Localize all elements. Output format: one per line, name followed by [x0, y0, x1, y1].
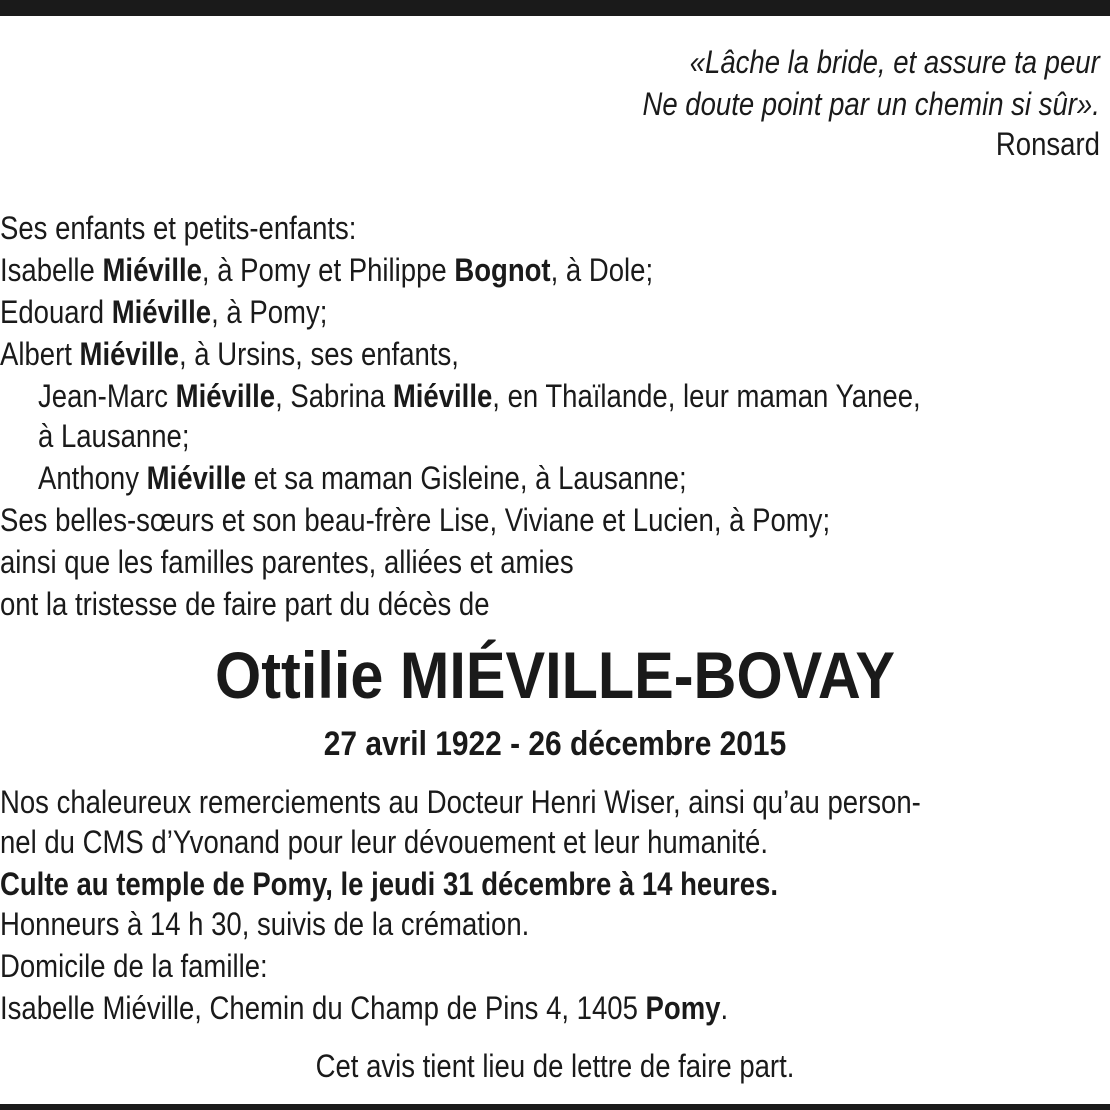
family-address: Isabelle Miéville, Chemin du Champ de Pins 4, 1405 Pomy. [0, 990, 729, 1026]
thanks-line-2: nel du CMS d’Yvonand pour leur dévouement et leur humanité. [0, 824, 768, 860]
family-line-1: Isabelle Miéville, à Pomy et Philippe Bognot, à Dole; [0, 252, 654, 288]
family-line-3: Albert Miéville, à Ursins, ses enfants, [0, 336, 459, 372]
domicile-label: Domicile de la famille: [0, 948, 268, 984]
life-dates: 27 avril 1922 - 26 décembre 2015 [323, 725, 787, 763]
family-intro: Ses enfants et petits-enfants: [0, 210, 357, 246]
family-line-2: Edouard Miéville, à Pomy; [0, 294, 328, 330]
ceremony-details: Culte au temple de Pomy, le jeudi 31 décembre à 14 heures. [0, 866, 778, 902]
notice-footer: Cet avis tient lieu de lettre de faire part. [315, 1048, 795, 1084]
quote-line-2: Ne doute point par un chemin si sûr». [642, 86, 1100, 122]
bottom-rule [0, 1104, 1110, 1110]
family-line-5: à Lausanne; [38, 418, 190, 454]
thanks-line-1: Nos chaleureux remerciements au Docteur Henri Wiser, ainsi qu’au person- [0, 784, 921, 820]
deceased-name: Ottilie MIÉVILLE-BOVAY [215, 638, 895, 712]
family-line-7: Ses belles-sœurs et son beau-frère Lise, Viviane et Lucien, à Pomy; [0, 502, 831, 538]
quote-line-1: «Lâche la bride, et assure ta peur [689, 44, 1100, 80]
family-line-6: Anthony Miéville et sa maman Gisleine, à Lausanne; [38, 460, 687, 496]
family-line-9: ont la tristesse de faire part du décès de [0, 586, 490, 622]
family-line-8: ainsi que les familles parentes, alliées et amies [0, 544, 574, 580]
quote-author: Ronsard [995, 126, 1100, 162]
honours-details: Honneurs à 14 h 30, suivis de la crémation. [0, 906, 530, 942]
family-line-4: Jean-Marc Miéville, Sabrina Miéville, en Thaïlande, leur maman Yanee, [38, 378, 921, 414]
